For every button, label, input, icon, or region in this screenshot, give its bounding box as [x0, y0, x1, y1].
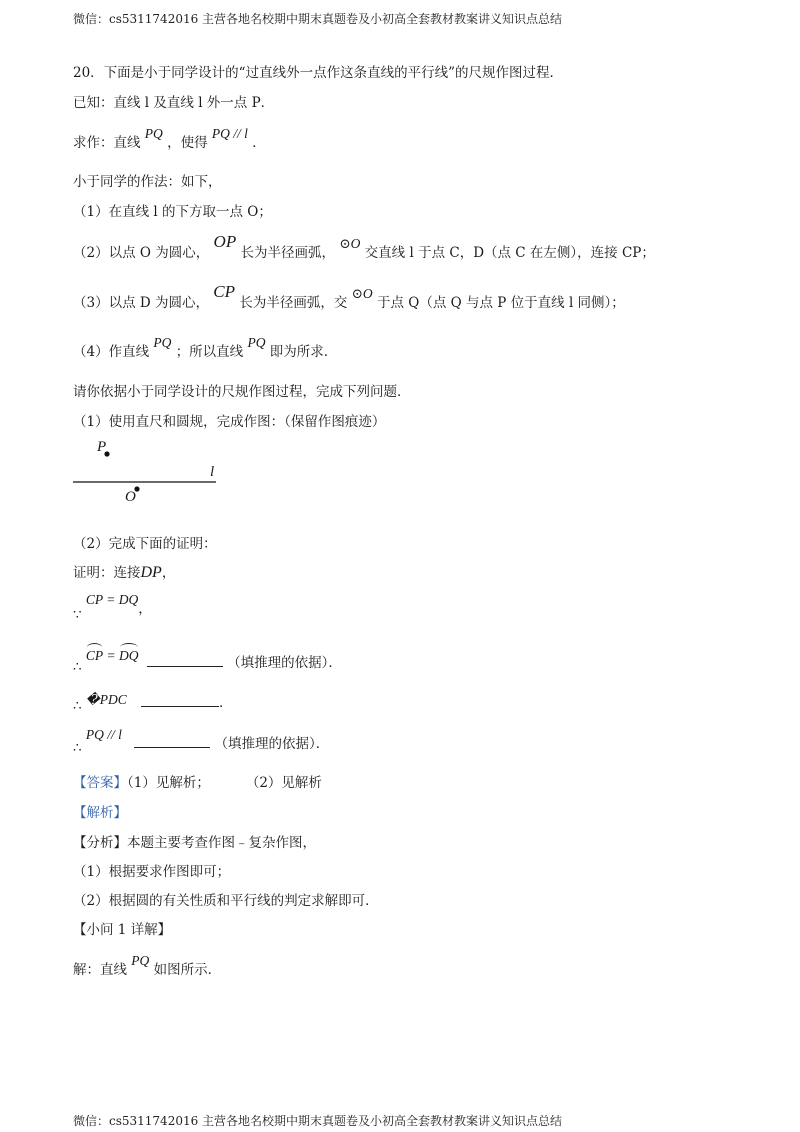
- question-2: （2）完成下面的证明：: [73, 536, 217, 552]
- page-header: 微信：cs5311742016 主营各地名校期中期末真题卷及小初高全套教材教案讲义知识点总结: [73, 12, 563, 26]
- step2-text-a: （2）以点 O 为圆心，: [73, 245, 210, 261]
- step-3: [73, 282, 625, 312]
- analysis-2: （2）根据圆的有关性质和平行线的判定求解即可．: [73, 893, 379, 909]
- step2-text-b: 长为半径画弧，: [240, 245, 336, 261]
- proof-line-4: [73, 727, 330, 756]
- blank-3[interactable]: [134, 733, 210, 748]
- blank-2[interactable]: [141, 692, 219, 707]
- task-text: 请你依据小于同学设计的尺规作图过程，完成下列问题．: [73, 384, 411, 400]
- proof-line-1: [73, 592, 152, 623]
- therefore-symbol: ∴: [73, 698, 82, 714]
- fill-basis-1: （填推理的依据）．: [227, 655, 342, 671]
- proof-intro: [73, 564, 175, 582]
- step3-text-c: 于点 Q（点 Q 与点 P 位于直线 l 同侧）；: [376, 295, 625, 311]
- fill-basis-2: （填推理的依据）．: [214, 736, 330, 752]
- problem-find: [73, 126, 266, 152]
- construction-figure: [70, 436, 230, 510]
- answer-part-2: （2）见解析: [245, 775, 322, 791]
- label-o: O: [125, 489, 136, 505]
- arc-dq: DQ: [119, 648, 139, 663]
- sub-question-1-title: 【小问 1 详解】: [73, 922, 172, 938]
- proof-line-3: [73, 692, 233, 712]
- therefore-symbol: ∴: [73, 740, 82, 756]
- problem-intro: 20．下面是小于同学设计的“过直线外一点作这条直线的平行线”的尺规作图过程．: [73, 65, 563, 81]
- step4-text-a: （4）作直线: [73, 344, 150, 360]
- step3-circle-o: ⊙O: [351, 286, 373, 301]
- step4-text-b: ；所以直线: [175, 344, 244, 360]
- find-pq: PQ: [144, 126, 163, 141]
- because-symbol: ∵: [73, 607, 82, 623]
- pq-parallel-l: PQ // l: [85, 727, 122, 742]
- step2-circle-o: ⊙O: [339, 236, 361, 251]
- step3-text-a: （3）以点 D 为圆心，: [73, 295, 209, 311]
- answer-line: [73, 774, 322, 792]
- therefore-symbol: ∴: [73, 659, 82, 675]
- analysis-tag: 【解析】: [73, 805, 127, 821]
- step3-cp: CP: [213, 282, 236, 301]
- step3-text-b: 长为半径画弧，交: [239, 295, 348, 311]
- problem-known: 已知：直线 l 及直线 l 外一点 P．: [73, 95, 275, 111]
- proof-line-2: [73, 648, 342, 675]
- find-end: ．: [252, 135, 266, 151]
- step-4: [73, 335, 338, 361]
- step2-op: OP: [213, 232, 237, 251]
- step-1: （1）在直线 l 的下方取一点 O；: [73, 204, 272, 220]
- step4-text-c: 即为所求．: [269, 344, 338, 360]
- find-relation: PQ // l: [211, 126, 248, 141]
- proof-dp: DP: [140, 564, 162, 581]
- arc-equals: =: [103, 648, 120, 663]
- step2-text-c: 交直线 l 于点 C，D（点 C 在左侧），连接 CP；: [364, 245, 655, 261]
- proof-intro-text: 证明：连接: [73, 565, 141, 581]
- label-p: P: [97, 439, 107, 455]
- answer-tag: 【答案】: [73, 775, 127, 791]
- equation-end: ，: [138, 601, 152, 617]
- angle-pdc: �PDC: [85, 692, 127, 707]
- question-1: （1）使用直尺和圆规，完成作图：（保留作图痕迹）: [73, 414, 386, 430]
- angle-end: ．: [219, 695, 233, 711]
- step4-pq-1: PQ: [153, 335, 172, 350]
- label-l: l: [210, 464, 215, 480]
- step4-pq-2: PQ: [247, 335, 266, 350]
- arc-cp: CP: [85, 648, 104, 663]
- find-mid: ，使得: [167, 135, 208, 151]
- analysis-1: （1）根据要求作图即可；: [73, 864, 231, 880]
- answer-part-1: （1）见解析；: [127, 775, 210, 791]
- method-title: 小于同学的作法：如下，: [73, 174, 222, 190]
- equation-cp-dq: CP = DQ: [85, 592, 139, 607]
- solution-prefix: 解：直线: [73, 962, 127, 978]
- page-footer: 微信：cs5311742016 主营各地名校期中期末真题卷及小初高全套教材教案讲义知识点总结: [73, 1114, 563, 1128]
- find-prefix: 求作：直线: [73, 135, 141, 151]
- solution-end: 如图所示．: [153, 962, 222, 978]
- solution-pq: PQ: [131, 953, 150, 968]
- analysis-summary: 【分析】本题主要考查作图﹣复杂作图，: [73, 835, 316, 851]
- step-2: [73, 232, 655, 262]
- proof-dp-end: ，: [161, 565, 176, 581]
- blank-1[interactable]: [147, 652, 223, 667]
- solution-line: [73, 953, 222, 979]
